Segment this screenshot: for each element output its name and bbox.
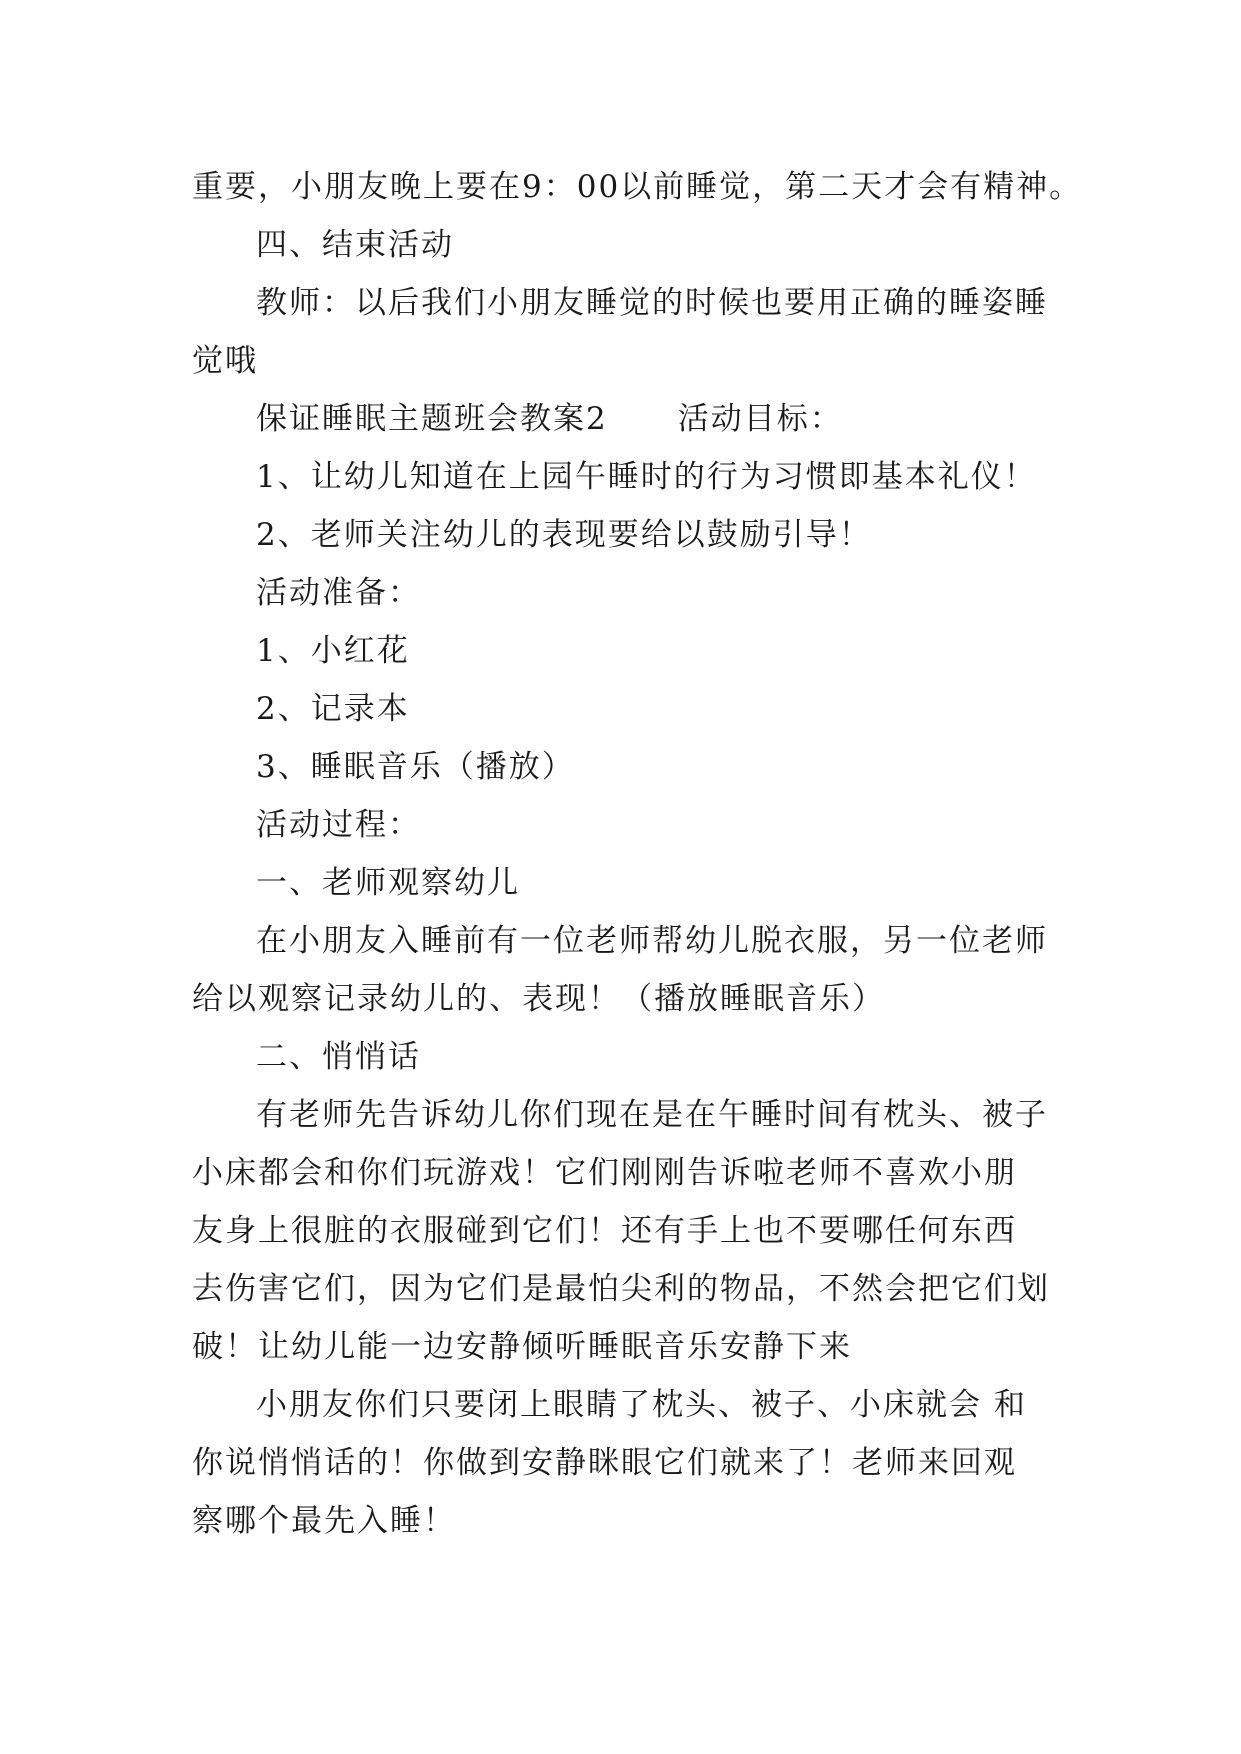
activity-goals-label: 活动目标： [677, 401, 843, 437]
preparation-item: 1、小红花 [256, 633, 410, 669]
paragraph-line: 小床都会和你们玩游戏！它们刚刚告诉啦老师不喜欢小朋 [192, 1155, 1017, 1191]
section-heading-preparation: 活动准备： [256, 575, 421, 611]
lesson-plan-title-line [192, 390, 1062, 448]
goal-item: 2、老师关注幼儿的表现要给以鼓励引导！ [256, 517, 872, 553]
section-heading-process: 活动过程： [256, 807, 421, 843]
paragraph-line: 在小朋友入睡前有一位老师帮幼儿脱衣服，另一位老师 [256, 923, 1048, 959]
paragraph-line: 友身上很脏的衣服碰到它们！还有手上也不要哪任何东西 [192, 1213, 1017, 1249]
goal-item: 1、让幼儿知道在上园午睡时的行为习惯即基本礼仪！ [256, 459, 1037, 495]
paragraph-line: 教师：以后我们小朋友睡觉的时候也要用正确的睡姿睡 [256, 285, 1048, 321]
step-heading-observe: 一、老师观察幼儿 [256, 865, 520, 901]
paragraph-line: 察哪个最先入睡！ [192, 1503, 456, 1539]
section-heading-end-activity: 四、结束活动 [256, 227, 454, 263]
paragraph-line: 给以观察记录幼儿的、表现！（播放睡眠音乐） [192, 981, 885, 1017]
lesson-plan-title: 保证睡眠主题班会教案2 [256, 401, 608, 437]
preparation-item: 3、睡眠音乐（播放） [256, 749, 575, 785]
paragraph-line: 有老师先告诉幼儿你们现在是在午睡时间有枕头、被子 [256, 1097, 1048, 1133]
paragraph-line: 小朋友你们只要闭上眼睛了枕头、被子、小床就会 和 [256, 1387, 1027, 1423]
paragraph-line: 觉哦 [192, 343, 258, 379]
preparation-item: 2、记录本 [256, 691, 410, 727]
paragraph-line: 你说悄悄话的！你做到安静眯眼它们就来了！老师来回观 [192, 1445, 1017, 1481]
paragraph-line: 去伤害它们，因为它们是最怕尖利的物品，不然会把它们划 [192, 1271, 1050, 1307]
step-heading-whisper: 二、悄悄话 [256, 1039, 421, 1075]
paragraph-line: 破！让幼儿能一边安静倾听睡眠音乐安静下来 [192, 1329, 852, 1365]
document-body [192, 158, 1083, 1550]
paragraph-line: 重要，小朋友晚上要在9：00以前睡觉，第二天才会有精神。 [192, 169, 1083, 205]
